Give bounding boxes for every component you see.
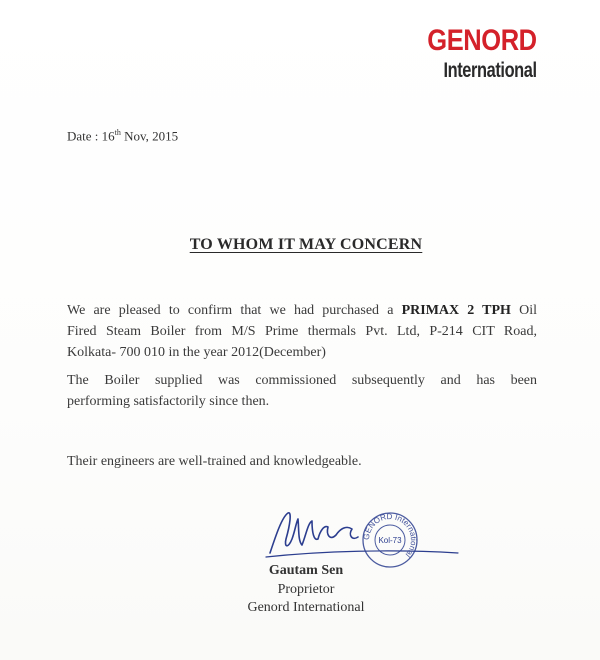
- paragraph-engineers: [67, 451, 537, 472]
- paragraph-performance: [67, 370, 537, 412]
- paragraph-purchase: [67, 300, 537, 363]
- signatory-name: Gautam Sen: [268, 563, 344, 578]
- signatory-organization: Genord International: [247, 600, 365, 615]
- signatory-title: Proprietor: [277, 582, 335, 597]
- date-ordinal: th: [114, 128, 121, 137]
- date-day: 16: [101, 128, 115, 144]
- letter-heading: TO WHOM IT MAY CONCERN: [189, 236, 423, 253]
- paragraph-line: Their engineers are well-trained and knowledgeable.: [67, 454, 362, 469]
- stamp-arc-text: GENORD International: [361, 511, 419, 560]
- date-rest: Nov, 2015: [120, 128, 179, 144]
- paragraph-line: Kolkata- 700 010 in the year 2012(December): [67, 345, 326, 360]
- signature-scribble: [270, 513, 358, 553]
- company-logo: [408, 26, 537, 81]
- paragraph-line: performing satisfactorily since then.: [67, 394, 270, 409]
- text-segment: We are pleased to confirm that we had purchased a: [67, 303, 402, 318]
- company-stamp: [362, 512, 418, 567]
- letter-date: [67, 128, 178, 144]
- paragraph-line: [67, 300, 537, 321]
- logo-subtitle: International: [443, 59, 537, 82]
- paragraph-line: Fired Steam Boiler from M/S Prime thermals Pvt. Ltd, P-214 CIT Road,: [67, 324, 537, 339]
- paragraph-line: The Boiler supplied was commissioned subsequently and has been: [67, 373, 537, 388]
- signature-flourish: [266, 551, 458, 557]
- stamp-center-text: Kol-73: [378, 536, 402, 545]
- logo-name: GENORD: [427, 24, 537, 57]
- product-name: PRIMAX 2 TPH: [401, 303, 511, 318]
- text-segment: Oil: [510, 303, 537, 318]
- date-prefix: Date :: [67, 128, 102, 144]
